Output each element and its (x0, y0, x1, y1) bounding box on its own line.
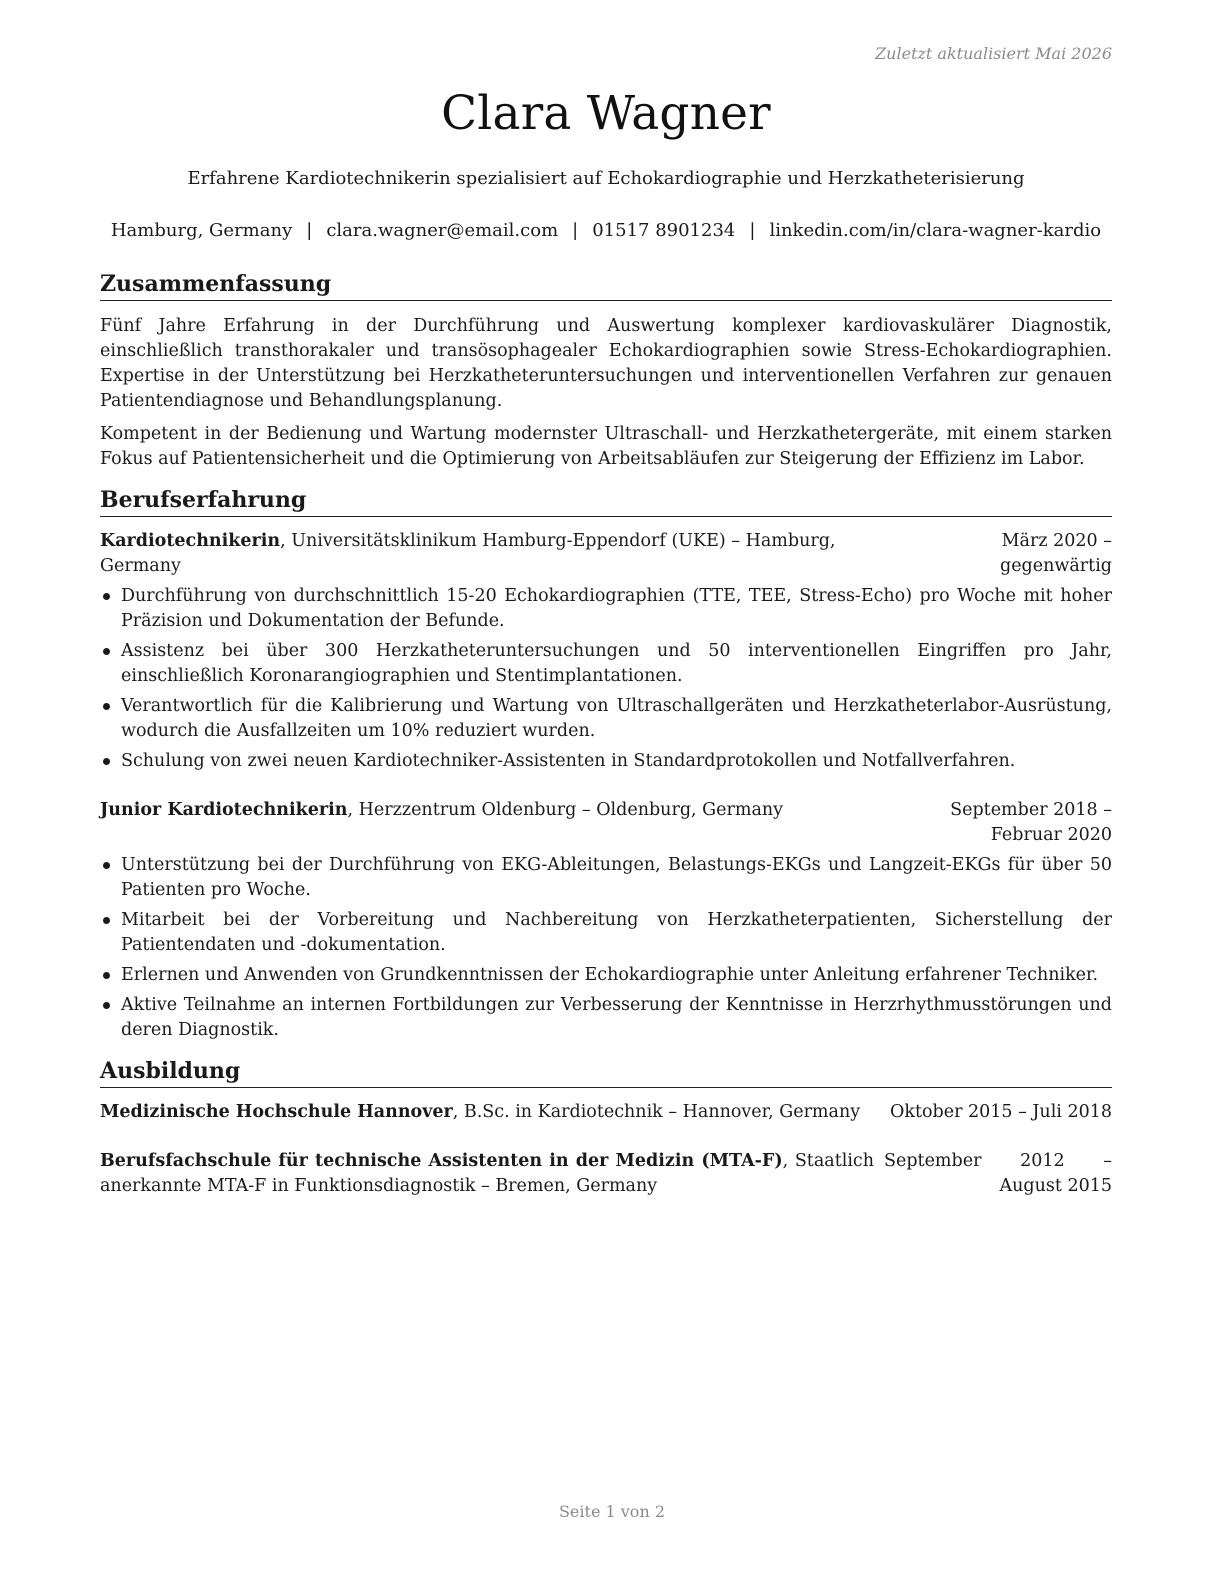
section-title-education: Ausbildung (100, 1057, 1112, 1088)
list-item (100, 749, 1112, 774)
bullet-icon (103, 703, 110, 710)
list-item (100, 694, 1112, 744)
job-title-line (100, 529, 890, 579)
job-employer: , Universitätsklinikum Hamburg-Eppendorf (UKE) – Hamburg, Germany (100, 531, 836, 576)
bullet-text: Schulung von zwei neuen Kardiotechniker-Assistenten in Standardprotokollen und Notfallverfahren. (121, 751, 1016, 771)
bullet-icon (103, 1002, 110, 1009)
job-entry (100, 798, 1112, 1043)
bullet-text: Aktive Teilnahme an internen Fortbildungen zur Verbesserung der Kenntnisse in Herzrhythmusstörungen und deren Diagnostik. (121, 995, 1112, 1040)
education-header (100, 1100, 1112, 1125)
education-school: Medizinische Hochschule Hannover (100, 1102, 453, 1122)
contact-phone: 01517 8901234 (592, 220, 736, 241)
contact-email[interactable]: clara.wagner@email.com (326, 220, 559, 241)
education-school: Berufsfachschule für technische Assistenten in der Medizin (MTA-F) (100, 1151, 783, 1171)
job-bullets (100, 584, 1112, 774)
last-updated: Zuletzt aktualisiert Mai 2026 (875, 44, 1112, 63)
job-title-line (100, 798, 880, 823)
education-details: , Staatlich anerkannte MTA-F in Funktionsdiagnostik – Bremen, Germany (100, 1151, 875, 1196)
bullet-text: Erlernen und Anwenden von Grundkenntnissen der Echokardiographie unter Anleitung erfahrener Techniker. (121, 965, 1099, 985)
job-role: Junior Kardiotechnikerin (100, 800, 348, 820)
list-item (100, 639, 1112, 689)
education-dates: Oktober 2015 – Juli 2018 (890, 1102, 1112, 1122)
candidate-name: Clara Wagner (441, 86, 771, 141)
list-item (100, 993, 1112, 1043)
education-entry (100, 1100, 1112, 1125)
contact-linkedin[interactable]: linkedin.com/in/clara-wagner-kardio (769, 220, 1102, 241)
list-item (100, 853, 1112, 903)
bullet-icon (103, 972, 110, 979)
list-item (100, 584, 1112, 634)
contact-separator: | (749, 220, 756, 241)
bullet-icon (103, 862, 110, 869)
job-header (100, 798, 1112, 848)
experience-section (100, 486, 1112, 1043)
education-entry (100, 1149, 1112, 1199)
list-item (100, 908, 1112, 958)
job-employer: , Herzzentrum Oldenburg – Oldenburg, Germany (347, 800, 784, 820)
headline: Erfahrene Kardiotechnikerin spezialisiert auf Echokardiographie und Herzkatheterisierung (187, 168, 1025, 189)
contact-separator: | (306, 220, 313, 241)
job-dates: September 2018 – Februar 2020 (950, 800, 1112, 845)
contact-location: Hamburg, Germany (110, 220, 293, 241)
job-header (100, 529, 1112, 579)
education-title-line (100, 1149, 884, 1199)
bullet-icon (103, 917, 110, 924)
job-role: Kardiotechnikerin (100, 531, 281, 551)
bullet-text: Verantwortlich für die Kalibrierung und Wartung von Ultraschallgeräten und Herzkatheterlabor-Ausrüstung, wodurch die Ausfallzeiten um 10% reduziert wurden. (121, 696, 1112, 741)
education-title-line (100, 1100, 890, 1125)
contact-separator: | (572, 220, 579, 241)
bullet-text: Durchführung von durchschnittlich 15-20 Echokardiographien (TTE, TEE, Stress-Echo) pro Woche mit hoher Präzision und Dokumentation der Befunde. (121, 586, 1112, 631)
section-title-summary: Zusammenfassung (100, 270, 1112, 301)
section-title-experience: Berufserfahrung (100, 486, 1112, 517)
bullet-icon (103, 593, 110, 600)
bullet-icon (103, 758, 110, 765)
summary-section (100, 270, 1112, 472)
bullet-text: Mitarbeit bei der Vorbereitung und Nachbereitung von Herzkatheterpatienten, Sicherstellung der Patientendaten und -dokumentation. (121, 910, 1112, 955)
summary-paragraph: Kompetent in der Bedienung und Wartung modernster Ultraschall- und Herzkathetergeräte, mit einem starken Fokus auf Patientensicherheit und die Optimierung von Arbeitsabläufen zur Steigerung der Effizienz im Labor. (100, 424, 1112, 469)
education-section (100, 1057, 1112, 1199)
contact-line (100, 220, 1112, 241)
education-header (100, 1149, 1112, 1199)
list-item (100, 963, 1112, 988)
bullet-icon (103, 648, 110, 655)
bullet-text: Assistenz bei über 300 Herzkatheteruntersuchungen und 50 interventionellen Eingriffen pro Jahr, einschließlich Koronarangiographien und Stentimplantationen. (121, 641, 1112, 686)
bullet-text: Unterstützung bei der Durchführung von EKG-Ableitungen, Belastungs-EKGs und Langzeit-EKGs für über 50 Patienten pro Woche. (121, 855, 1112, 900)
job-entry (100, 529, 1112, 774)
summary-paragraph: Fünf Jahre Erfahrung in der Durchführung und Auswertung komplexer kardiovaskulärer Diagnostik, einschließlich transthorakaler und transösophagealer Echokardiographien sowie Stress-Echokardiographien. Expertise in der Unterstützung bei Herzkatheteruntersuchungen und interventionellen Verfahren zur genauen Patientendiagnose und Behandlungsplanung. (100, 316, 1112, 411)
resume-content (100, 270, 1112, 1213)
job-bullets (100, 853, 1112, 1043)
job-dates: März 2020 – gegenwärtig (1000, 531, 1112, 576)
page-footer: Seite 1 von 2 (558, 1502, 666, 1521)
education-dates: September 2012 – August 2015 (884, 1151, 1112, 1196)
education-details: , B.Sc. in Kardiotechnik – Hannover, Germany (452, 1102, 861, 1122)
